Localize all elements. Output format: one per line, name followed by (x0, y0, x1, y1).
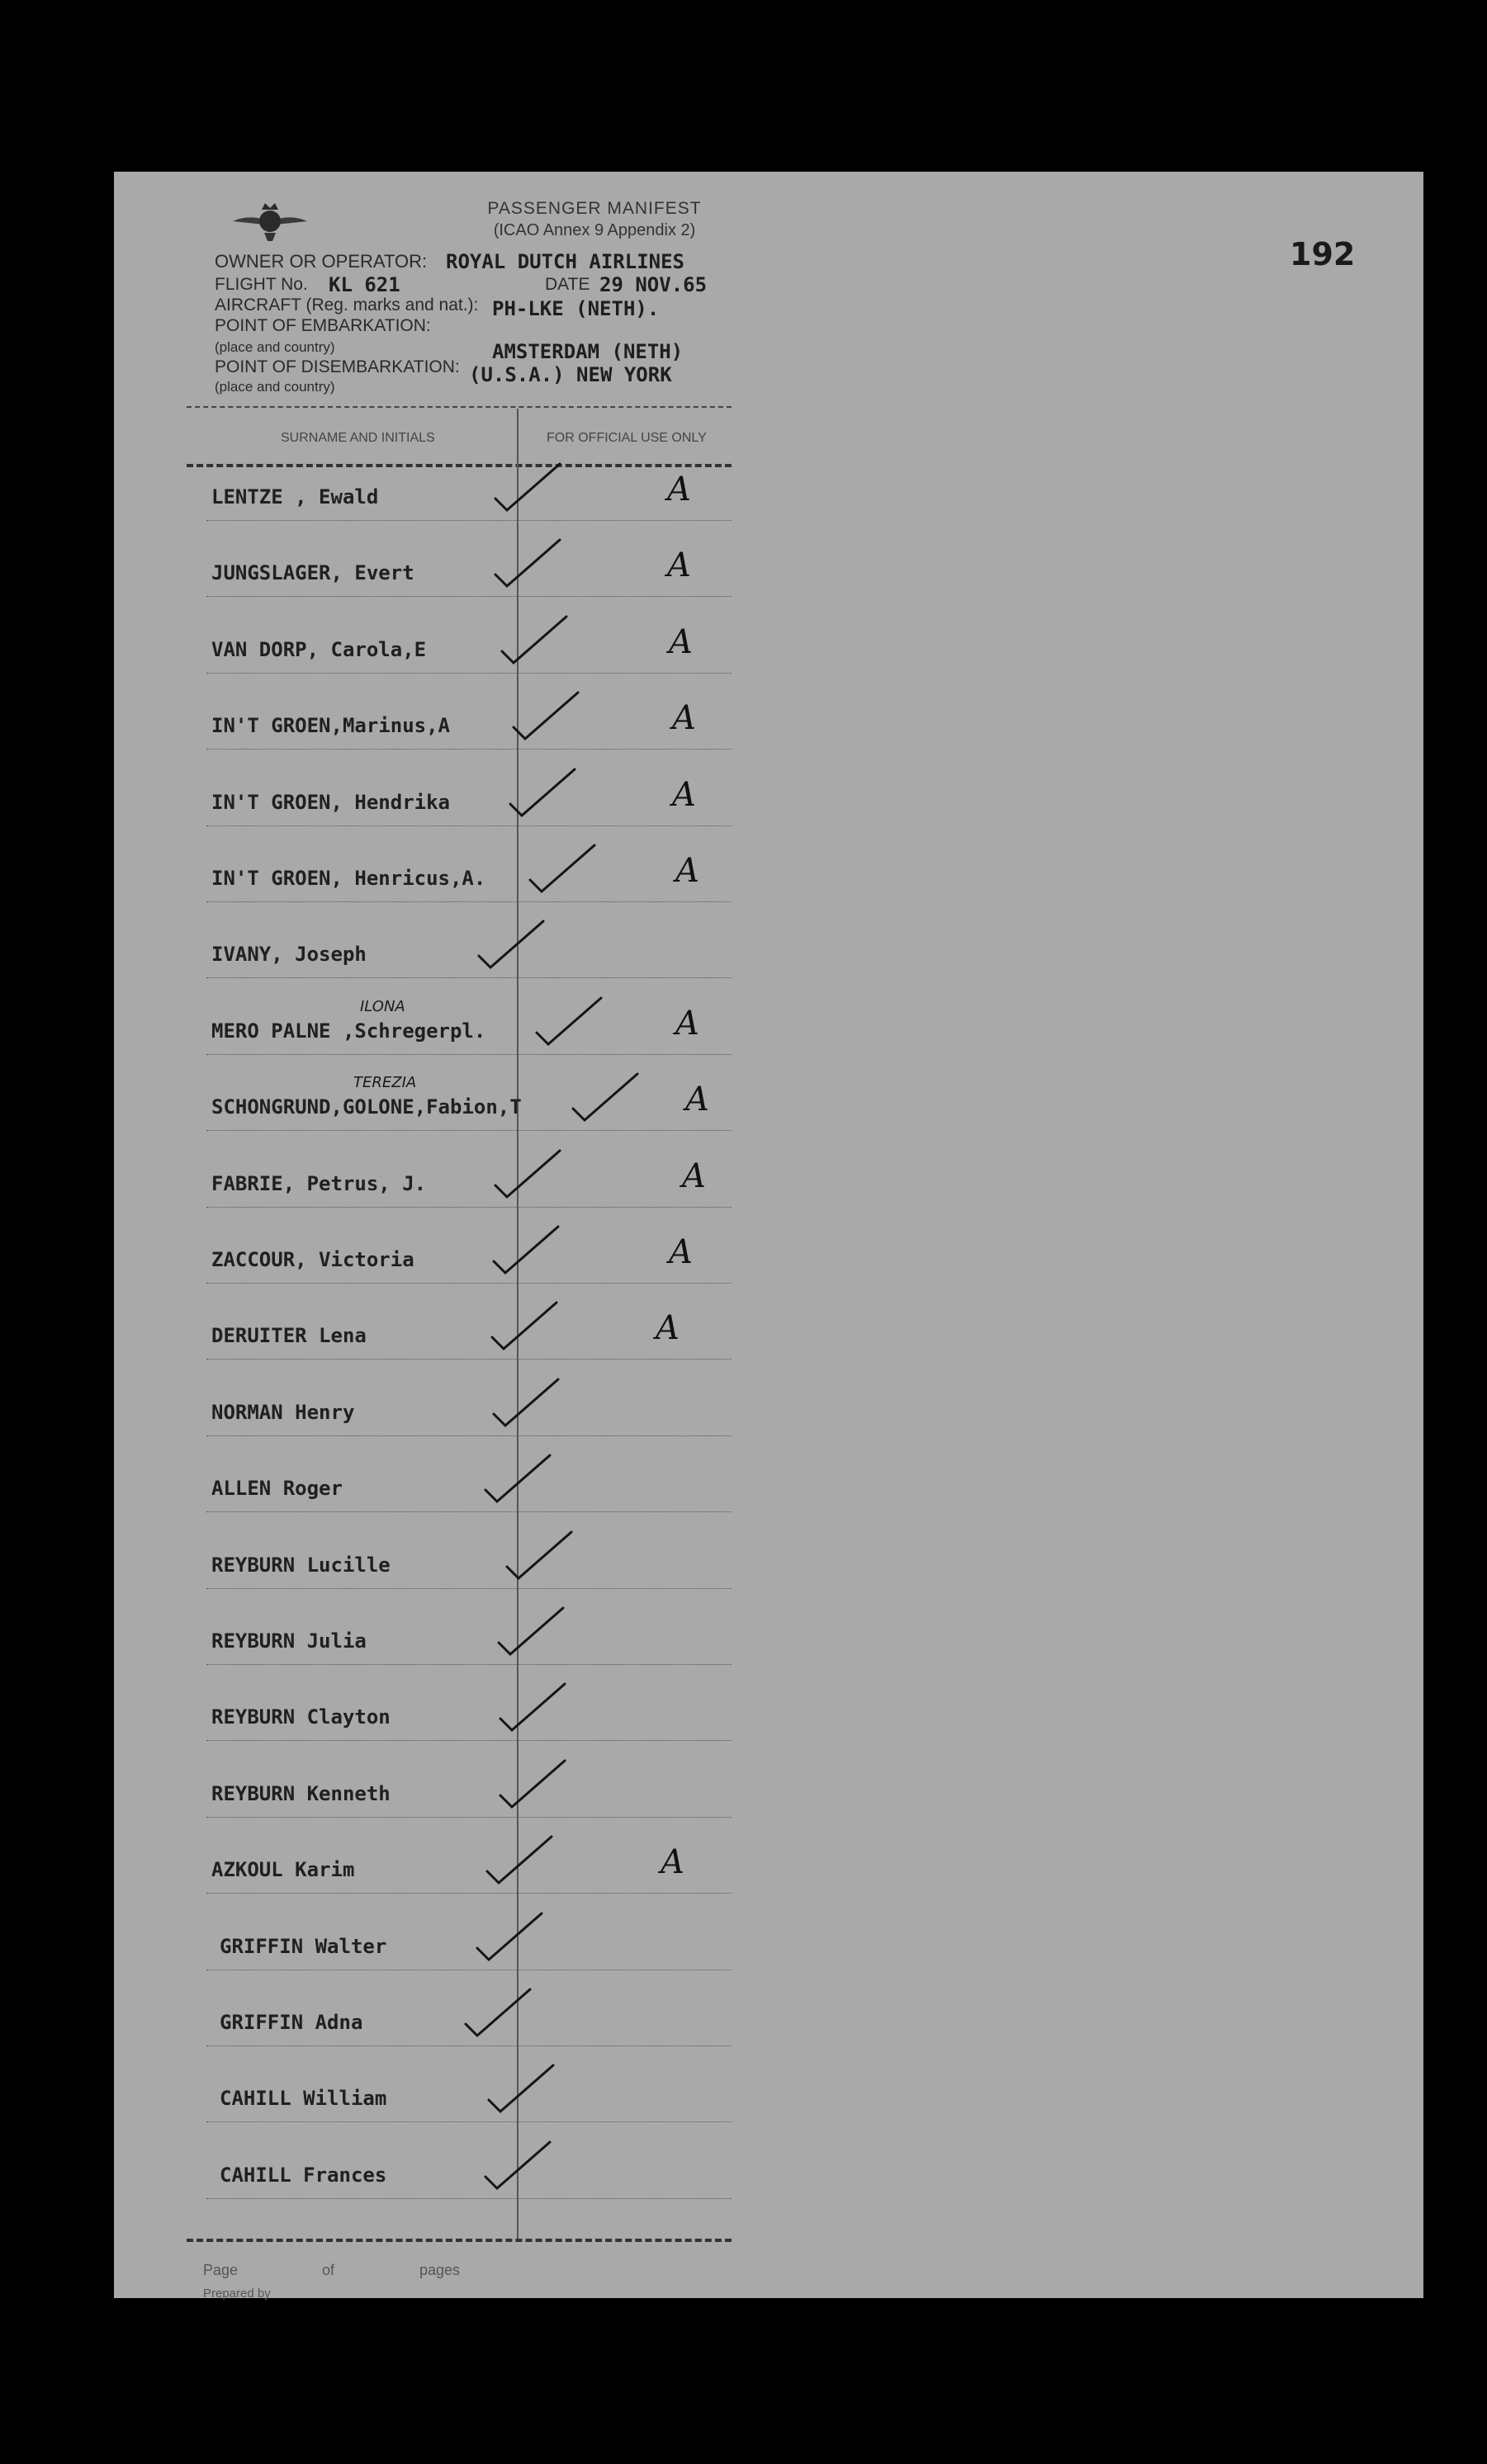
official-mark: A (682, 1156, 706, 1195)
passenger-name: ALLEN Roger (211, 1477, 343, 1501)
check-mark-icon (492, 535, 566, 593)
official-mark: A (675, 852, 699, 890)
check-mark-icon (504, 1527, 578, 1585)
klm-crown-logo-icon (231, 196, 309, 244)
aircraft-label: AIRCRAFT (Reg. marks and nat.): (215, 296, 479, 315)
check-mark-icon (485, 2060, 560, 2118)
passenger-name: LENTZE , Ewald (211, 485, 379, 508)
flight-value: KL 621 (329, 273, 400, 296)
row-divider (206, 1511, 732, 1512)
check-mark-icon (476, 916, 550, 974)
passenger-name: REYBURN Julia (211, 1629, 367, 1653)
manifest-title: PASSENGER MANIFEST (487, 199, 702, 218)
embark-sub: (place and country) (215, 339, 335, 355)
row-divider (206, 901, 732, 902)
footer-page-label: Page (203, 2262, 239, 2278)
page-number: 192 (1290, 236, 1356, 272)
row-divider (206, 825, 732, 826)
check-mark-icon (570, 1069, 644, 1127)
official-mark: A (667, 471, 691, 508)
disembark-label: POINT OF DISEMBARKATION: (215, 357, 460, 376)
check-mark-icon (492, 1146, 566, 1204)
official-mark: A (675, 1004, 699, 1043)
passenger-name: GRIFFIN Walter (220, 1934, 387, 1958)
passenger-name: FABRIE, Petrus, J. (211, 1171, 427, 1195)
passenger-name: DERUITER Lena (211, 1324, 367, 1348)
header-rule-top (187, 406, 732, 408)
row-divider (206, 520, 732, 521)
handwritten-note: ILONA (360, 997, 405, 1015)
check-mark-icon (533, 993, 608, 1051)
official-mark: A (656, 1309, 680, 1348)
check-mark-icon (497, 1679, 571, 1737)
row-divider (206, 596, 732, 597)
official-mark: A (669, 1233, 693, 1271)
check-mark-icon (489, 1298, 563, 1355)
check-mark-icon (495, 1603, 570, 1661)
row-divider (206, 673, 732, 674)
row-divider (206, 749, 732, 750)
check-mark-icon (492, 459, 566, 517)
official-mark: A (685, 1081, 709, 1119)
row-divider (206, 1817, 732, 1818)
official-mark: A (669, 622, 693, 661)
check-mark-icon (482, 2137, 556, 2195)
passenger-name: REYBURN Clayton (211, 1705, 391, 1729)
official-mark: A (667, 546, 691, 585)
check-mark-icon (510, 688, 585, 745)
passenger-name: IVANY, Joseph (211, 943, 367, 967)
disembark-value: (U.S.A.) NEW YORK (469, 363, 672, 386)
check-mark-icon (484, 1832, 558, 1889)
flight-label: FLIGHT No. (215, 275, 308, 294)
date-label: DATE (545, 275, 590, 294)
footer-of-label: of (322, 2262, 335, 2278)
passenger-name: IN'T GROEN, Henricus,A. (211, 867, 486, 890)
official-mark: A (672, 775, 696, 814)
passenger-name: CAHILL William (220, 2087, 387, 2111)
passenger-name: REYBURN Kenneth (211, 1781, 391, 1805)
passenger-name: REYBURN Lucille (211, 1553, 391, 1577)
check-mark-icon (490, 1222, 565, 1279)
official-mark: A (672, 699, 696, 738)
passenger-name: NORMAN Henry (211, 1400, 355, 1424)
handwritten-note: TEREZIA (353, 1074, 417, 1092)
embark-label: POINT OF EMBARKATION: (215, 316, 431, 335)
owner-value: ROYAL DUTCH AIRLINES (446, 250, 684, 273)
passenger-name: CAHILL Frances (220, 2163, 387, 2187)
row-divider (206, 1588, 732, 1589)
footer-prepared-label: Prepared by (203, 2287, 271, 2301)
passenger-name: IN'T GROEN, Hendrika (211, 790, 450, 814)
row-divider (206, 1664, 732, 1665)
passenger-name: AZKOUL Karim (211, 1858, 355, 1882)
form-title (429, 198, 760, 241)
check-mark-icon (490, 1374, 565, 1432)
passenger-name: MERO PALNE ,Schregerpl. (211, 1019, 486, 1043)
row-divider (206, 1054, 732, 1055)
embark-value: AMSTERDAM (NETH) (492, 340, 684, 363)
check-mark-icon (482, 1450, 556, 1508)
footer-pages-label: pages (419, 2262, 461, 2278)
manifest-subtitle: (ICAO Annex 9 Appendix 2) (493, 221, 696, 239)
check-mark-icon (474, 1908, 548, 1966)
owner-label: OWNER OR OPERATOR: (215, 251, 428, 272)
check-mark-icon (499, 612, 573, 669)
header-rule-bottom (187, 464, 732, 467)
passenger-name: IN'T GROEN,Marinus,A (211, 714, 450, 738)
passenger-name: GRIFFIN Adna (220, 2011, 363, 2034)
row-divider (206, 2045, 732, 2046)
official-mark: A (661, 1843, 684, 1882)
row-divider (206, 1207, 732, 1208)
row-divider (206, 2121, 732, 2122)
disembark-sub: (place and country) (215, 379, 335, 395)
row-divider (206, 1283, 732, 1284)
col-head-official: FOR OFFICIAL USE ONLY (547, 431, 707, 445)
check-mark-icon (527, 840, 601, 898)
row-divider (206, 1130, 732, 1131)
row-divider (206, 1740, 732, 1741)
row-divider (206, 1435, 732, 1436)
aircraft-value: PH-LKE (NETH). (492, 297, 660, 320)
passenger-name: ZACCOUR, Victoria (211, 1248, 414, 1271)
check-mark-icon (497, 1756, 571, 1814)
passenger-name: SCHONGRUND,GOLONE,Fabion,T (211, 1095, 522, 1119)
check-mark-icon (462, 1984, 537, 2042)
row-divider (206, 1359, 732, 1360)
passenger-name: JUNGSLAGER, Evert (211, 561, 414, 585)
col-head-surname: SURNAME AND INITIALS (281, 431, 435, 445)
date-value: 29 NOV.65 (599, 273, 708, 296)
row-divider (206, 2198, 732, 2199)
row-divider (206, 1893, 732, 1894)
check-mark-icon (507, 764, 581, 822)
passenger-name: VAN DORP, Carola,E (211, 637, 427, 661)
table-rule-bottom (187, 2239, 732, 2242)
row-divider (206, 977, 732, 978)
